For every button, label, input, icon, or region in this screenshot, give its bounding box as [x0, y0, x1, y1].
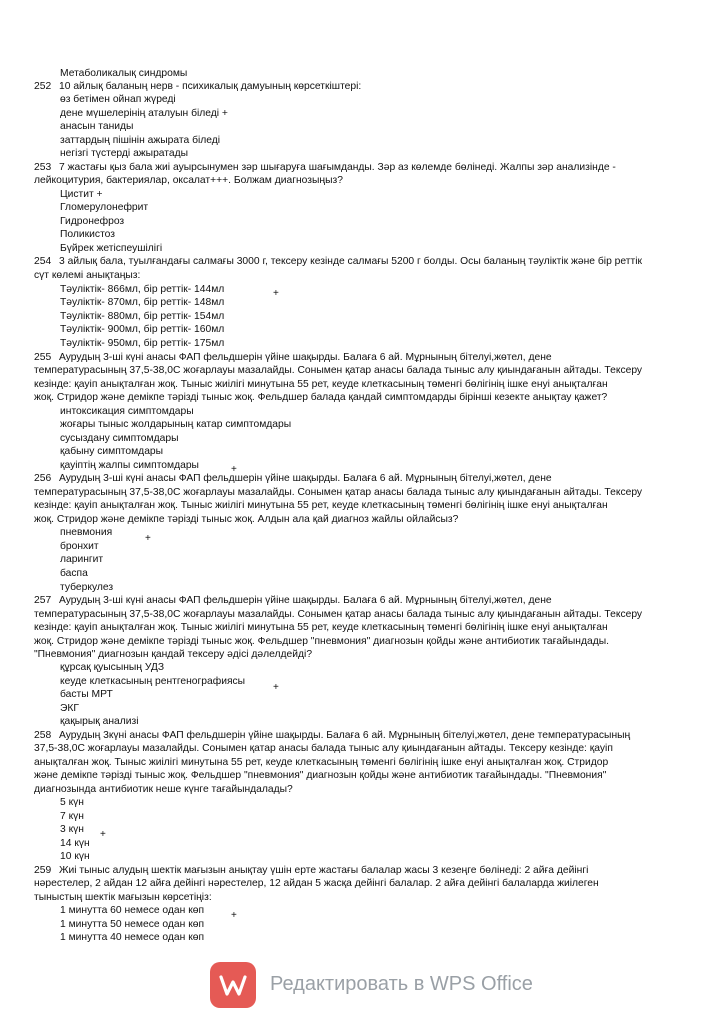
- text-line: кезінде: қауіп анықталған жоқ. Тыныс жиілігі минутына 55 рет, кеуде клеткасының төменгі бөлігінің ішке енуі анықталған: [34, 500, 608, 511]
- correct-answer-mark: +: [100, 829, 106, 840]
- correct-answer-mark: +: [273, 682, 279, 693]
- text-line: Бүйрек жетіспеушілігі: [60, 243, 163, 254]
- text-line: Тәуліктік- 880мл, бір реттік- 154мл: [60, 311, 225, 322]
- question-number: 254: [34, 256, 52, 267]
- question-text: Аурудың 3-ші күні анасы ФАП фельдшерін үйіне шақырды. Балаға 6 ай. Мұрнының бітелуі,жөтел, дене: [59, 473, 552, 484]
- text-line: кезінде: қауіп анықталған жоқ. Тыныс жиілігі минутына 55 рет, кеуде клеткасының төменгі бөлігінің ішке енуі анықталған: [34, 379, 608, 390]
- text-line: температурасының 37,5-38,0С жоғарлауы мазалайды. Сонымен қатар анасы балада тыныс алу қиындағанын айтады. Тексеру: [34, 487, 643, 498]
- text-line: дене мүшелерінің аталуын біледі +: [60, 108, 228, 119]
- text-line: заттардың пішінін ажырата біледі: [60, 135, 221, 146]
- text-line: Гидронефроз: [60, 216, 125, 227]
- text-line: диагнозында антибиотик неше күнге тағайындалады?: [34, 784, 293, 795]
- text-line: 7 күн: [60, 811, 84, 822]
- text-line: 5 күн: [60, 797, 84, 808]
- text-line: ларингит: [60, 554, 104, 565]
- question-number: 258: [34, 730, 52, 741]
- question-text: 7 жастағы қыз бала жиі ауырсынумен зәр шығаруға шағымданды. Зәр аз көлемде бөлінеді. Жалпы зәр анализінде -: [59, 162, 616, 173]
- text-line: баспа: [60, 568, 88, 579]
- question-text: 10 айлық баланың нерв - психикалық дамуының көрсеткіштері:: [59, 81, 362, 92]
- text-line: Тәуліктік- 950мл, бір реттік- 175мл: [60, 338, 225, 349]
- text-line: 3 күн: [60, 824, 84, 835]
- text-line: ЭКГ: [60, 703, 79, 714]
- question-text: Аурудың 3күні анасы ФАП фельдшерін үйіне шақырды. Балаға 6 ай. Мұрнының бітелуі,жөтел, дене температурасының: [59, 730, 631, 741]
- text-line: Метаболикалық синдромы: [60, 68, 188, 79]
- text-line: Цистит +: [60, 189, 103, 200]
- text-line: және демікпе тәрізді тыныс жоқ. Фельдшер "пневмония" диагнозын қойды және антибиотик тағайындады. "Пневмония": [34, 770, 607, 781]
- text-line: лейкоцитурия, бактериялар, оксалат+++. Болжам диагнозыңыз?: [34, 175, 343, 186]
- text-line: анықталған жоқ. Тыныс жиілігі минутына 55 рет, кеуде клеткасының төменгі бөлігінің ішке енуі анықталған жоқ. Стридор: [34, 757, 609, 768]
- text-line: 1 минутта 50 немесе одан көп: [60, 919, 205, 930]
- text-line: бронхит: [60, 541, 99, 552]
- text-line: жоқ. Стридор және демікпе тәрізді тыныс жоқ. Фельдшер "пневмония" диагнозын қойды және антибиотик тағайындады.: [34, 636, 609, 647]
- wps-logo-icon: [210, 962, 256, 1008]
- question-text: Жиі тыныс алудың шектік мағызын анықтау үшін ерте жастағы балалар жасы 3 кезеңге бөлінеді: 2 айға дейінгі: [59, 865, 589, 876]
- text-line: пневмония: [60, 527, 113, 538]
- question-number: 252: [34, 81, 52, 92]
- correct-answer-mark: +: [145, 533, 151, 544]
- text-line: жоқ. Стридор және демікпе тәрізді тыныс жоқ. Фельдшер балада қандай симптомдарды бірінші кезекте анықтау қажет?: [34, 392, 608, 403]
- text-line: нәрестелер, 2 айдан 12 айға дейінгі нәрестелер, 12 айдан 5 жасқа дейінгі балалар. 2 айға дейінгі балаларда жиілеген: [34, 878, 599, 889]
- text-line: қабыну симптомдары: [60, 446, 164, 457]
- text-line: тыныстың шектік мағызын көрсетіңіз:: [34, 892, 212, 903]
- question-text: Аурудың 3-ші күні анасы ФАП фельдшерін үйіне шақырды. Балаға 6 ай. Мұрнының бітелуі,жөтел, дене: [59, 595, 552, 606]
- text-line: анасын таниды: [60, 121, 134, 132]
- text-line: Тәуліктік- 866мл, бір реттік- 144мл: [60, 284, 225, 295]
- text-line: құрсақ қуысының УДЗ: [60, 662, 165, 673]
- text-line: 1 минутта 40 немесе одан көп: [60, 932, 205, 943]
- text-line: кезінде: қауіп анықталған жоқ. Тыныс жиілігі минутына 55 рет, кеуде клеткасының төменгі бөлігінің ішке енуі анықталған: [34, 622, 608, 633]
- text-line: сусыздану симптомдары: [60, 433, 179, 444]
- text-line: 10 күн: [60, 851, 90, 862]
- text-line: қақырық анализі: [60, 716, 139, 727]
- text-line: сүт көлемі анықтаңыз:: [34, 270, 141, 281]
- text-line: интоксикация симптомдары: [60, 406, 194, 417]
- question-number: 256: [34, 473, 52, 484]
- text-line: Гломерулонефрит: [60, 202, 149, 213]
- question-text: 3 айлық бала, туылғандағы салмағы 3000 г, тексеру кезінде салмағы 5200 г болды. Осы баланың тәуліктік және бір реттік: [59, 256, 642, 267]
- text-line: Тәуліктік- 900мл, бір реттік- 160мл: [60, 324, 225, 335]
- text-line: Поликистоз: [60, 229, 115, 240]
- text-line: туберкулез: [60, 582, 114, 593]
- text-line: 14 күн: [60, 838, 90, 849]
- text-line: жоқ. Стридор және демікпе тәрізді тыныс жоқ. Алдын ала қай диагноз жайлы ойлайсыз?: [34, 514, 459, 525]
- text-line: 37,5-38,0С жоғарлауы мазалайды. Сонымен қатар анасы балада тыныс алу қиындағанын айтады. Тексеру кезінде: қауіп: [34, 743, 613, 754]
- wps-edit-banner[interactable]: [210, 962, 540, 1008]
- correct-answer-mark: +: [231, 910, 237, 921]
- question-number: 257: [34, 595, 52, 606]
- correct-answer-mark: +: [273, 288, 279, 299]
- text-line: кеуде клеткасының рентгенографиясы: [60, 676, 246, 687]
- text-line: басты МРТ: [60, 689, 113, 700]
- question-number: 253: [34, 162, 52, 173]
- text-line: температурасының 37,5-38,0С жоғарлауы мазалайды. Сонымен қатар анасы балада тыныс алу қиындағанын айтады. Тексеру: [34, 609, 643, 620]
- text-line: Тәуліктік- 870мл, бір реттік- 148мл: [60, 297, 225, 308]
- text-line: 1 минутта 60 немесе одан көп: [60, 905, 205, 916]
- text-line: өз бетімен ойнап жүреді: [60, 94, 176, 105]
- text-line: "Пневмония" диагнозын қандай тексеру әдісі дәлелдейді?: [34, 649, 313, 660]
- wps-edit-label: Редактировать в WPS Office: [270, 973, 533, 995]
- question-text: Аурудың 3-ші күні анасы ФАП фельдшерін үйіне шақырды. Балаға 6 ай. Мұрнының бітелуі,жөтел, дене: [59, 352, 552, 363]
- question-number: 255: [34, 352, 52, 363]
- correct-answer-mark: +: [231, 464, 237, 475]
- text-line: температурасының 37,5-38,0С жоғарлауы мазалайды. Сонымен қатар анасы балада тыныс алу қиындағанын айтады. Тексеру: [34, 365, 643, 376]
- question-number: 259: [34, 865, 52, 876]
- text-line: жоғары тыныс жолдарының катар симптомдары: [60, 419, 292, 430]
- text-line: негізгі түстерді ажыратады: [60, 148, 189, 159]
- text-line: қауіптің жалпы симптомдары: [60, 460, 199, 471]
